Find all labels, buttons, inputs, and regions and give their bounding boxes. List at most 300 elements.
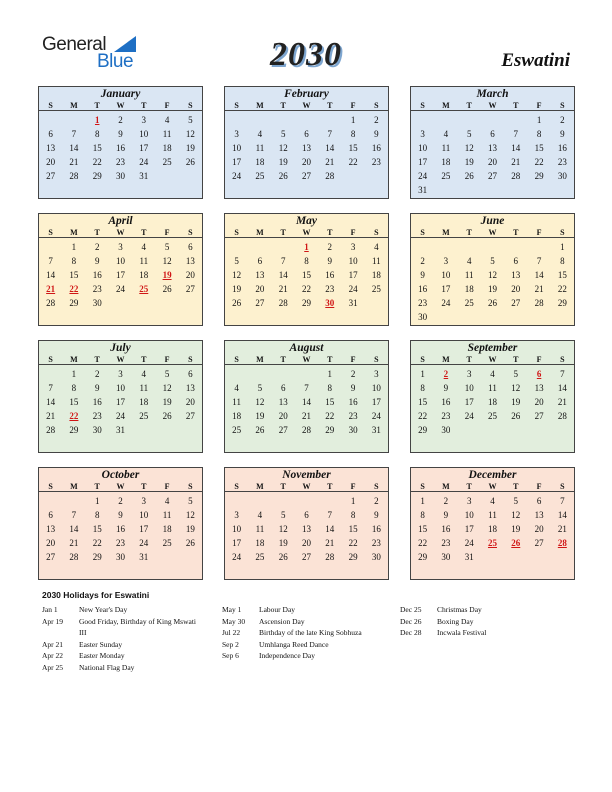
weekday-label: S xyxy=(560,355,565,364)
weekday-label: T xyxy=(327,101,333,110)
weekday-label: S xyxy=(560,228,565,237)
day-cell: 20 xyxy=(255,284,265,294)
day-cell: 14 xyxy=(69,524,79,534)
day-cell: 29 xyxy=(301,298,311,308)
day-cell: 20 xyxy=(487,157,497,167)
month-june xyxy=(410,213,575,326)
weekday-label: F xyxy=(164,101,170,110)
day-cell: 2 xyxy=(443,496,449,506)
day-cell: 3 xyxy=(420,129,425,139)
day-cell: 26 xyxy=(278,171,288,181)
day-cell: 7 xyxy=(327,510,333,520)
weekday-header xyxy=(39,228,202,238)
day-cell: 24 xyxy=(115,284,125,294)
weekday-label: M xyxy=(70,482,78,491)
holiday-day-cell: 28 xyxy=(557,538,567,548)
holidays-column-2 xyxy=(222,604,397,662)
day-cell: 13 xyxy=(301,143,311,153)
weekday-label: S xyxy=(48,482,53,491)
day-cell: 20 xyxy=(46,157,56,167)
weekday-label: F xyxy=(164,482,170,491)
day-cell: 26 xyxy=(232,298,242,308)
day-cell: 25 xyxy=(371,284,381,294)
day-cell: 24 xyxy=(418,171,428,181)
day-cell: 31 xyxy=(115,425,125,435)
holiday-name: Umhlanga Reed Dance xyxy=(259,639,329,649)
holidays-column-1 xyxy=(42,604,202,674)
day-cell: 12 xyxy=(255,397,265,407)
day-cell: 16 xyxy=(441,397,451,407)
weekday-label: S xyxy=(234,355,239,364)
weekday-label: T xyxy=(94,228,100,237)
day-cell: 9 xyxy=(94,256,100,266)
month-name: September xyxy=(467,342,518,354)
weekday-label: T xyxy=(466,228,472,237)
day-cell: 17 xyxy=(115,397,125,407)
day-cell: 7 xyxy=(536,256,542,266)
empty-cell xyxy=(504,113,527,127)
day-cell: 23 xyxy=(92,411,102,421)
day-cell: 29 xyxy=(69,298,79,308)
weekday-label: W xyxy=(302,355,311,364)
holiday-day-cell: 19 xyxy=(162,270,172,280)
day-cell: 2 xyxy=(560,115,565,125)
day-cell: 21 xyxy=(46,411,56,421)
month-october xyxy=(38,467,203,580)
day-cell: 29 xyxy=(557,298,567,308)
empty-cell xyxy=(39,240,62,254)
day-cell: 24 xyxy=(441,298,451,308)
month-december xyxy=(410,467,575,580)
day-cell: 15 xyxy=(534,143,544,153)
weekday-label: T xyxy=(466,101,472,110)
weekday-label: W xyxy=(116,482,125,491)
holiday-date: Dec 25 xyxy=(400,605,422,614)
holiday-item xyxy=(42,662,202,674)
month-august xyxy=(224,340,389,453)
day-cell: 16 xyxy=(371,524,381,534)
holiday-day-cell: 25 xyxy=(487,538,497,548)
day-cell: 28 xyxy=(46,298,56,308)
day-cell: 3 xyxy=(141,115,147,125)
day-cell: 8 xyxy=(350,129,356,139)
day-cell: 25 xyxy=(255,171,265,181)
day-cell: 22 xyxy=(534,157,544,167)
weekday-label: S xyxy=(48,228,53,237)
day-cell: 14 xyxy=(557,510,567,520)
empty-cell xyxy=(225,367,248,381)
day-cell: 20 xyxy=(534,524,544,534)
day-cell: 19 xyxy=(185,524,195,534)
day-cell: 10 xyxy=(139,129,149,139)
day-cell: 24 xyxy=(464,538,474,548)
weekday-header xyxy=(225,228,388,238)
weekday-label: F xyxy=(350,482,356,491)
day-cell: 29 xyxy=(92,171,102,181)
empty-cell xyxy=(62,494,85,508)
day-cell: 30 xyxy=(441,425,451,435)
day-cell: 12 xyxy=(232,270,242,280)
day-cell: 23 xyxy=(115,538,125,548)
weekday-label: T xyxy=(94,355,100,364)
day-cell: 3 xyxy=(443,256,449,266)
day-cell: 3 xyxy=(466,496,472,506)
day-cell: 12 xyxy=(487,270,497,280)
empty-cell xyxy=(411,113,434,127)
day-cell: 9 xyxy=(350,383,356,393)
weekday-label: T xyxy=(94,482,100,491)
weekday-header xyxy=(411,228,574,238)
empty-cell xyxy=(318,494,341,508)
holiday-date: Sep 6 xyxy=(222,651,239,661)
day-cell: 10 xyxy=(464,510,474,520)
holiday-date: Jan 1 xyxy=(42,605,58,614)
day-cell: 3 xyxy=(466,369,472,379)
weekday-label: F xyxy=(536,355,542,364)
day-cell: 18 xyxy=(487,397,497,407)
empty-cell xyxy=(458,113,481,127)
empty-cell xyxy=(225,494,248,508)
weekday-header xyxy=(39,355,202,365)
holiday-date: Apr 22 xyxy=(42,651,64,661)
day-cell: 11 xyxy=(464,270,474,280)
weekday-label: T xyxy=(327,355,333,364)
month-september xyxy=(410,340,575,453)
day-cell: 16 xyxy=(371,143,381,153)
day-cell: 23 xyxy=(441,538,451,548)
holiday-date: Dec 28 xyxy=(400,628,422,638)
day-cell: 16 xyxy=(418,284,428,294)
day-cell: 1 xyxy=(71,242,77,252)
day-cell: 12 xyxy=(464,143,474,153)
weekday-label: F xyxy=(164,355,170,364)
weekday-label: T xyxy=(280,228,286,237)
day-cell: 9 xyxy=(560,129,565,139)
weekday-label: S xyxy=(374,101,379,110)
day-cell: 26 xyxy=(487,298,497,308)
day-cell: 28 xyxy=(69,171,79,181)
day-cell: 20 xyxy=(185,270,195,280)
year-title: 2030 xyxy=(270,36,342,73)
day-cell: 6 xyxy=(48,129,53,139)
day-cell: 23 xyxy=(348,411,358,421)
day-grid xyxy=(225,365,388,437)
day-cell: 26 xyxy=(511,411,521,421)
day-cell: 29 xyxy=(69,425,79,435)
day-cell: 6 xyxy=(304,510,309,520)
empty-cell xyxy=(248,240,271,254)
day-cell: 13 xyxy=(511,270,521,280)
day-cell: 29 xyxy=(92,552,102,562)
day-cell: 13 xyxy=(534,510,544,520)
day-cell: 18 xyxy=(255,157,265,167)
day-cell: 7 xyxy=(560,369,565,379)
weekday-label: F xyxy=(350,101,356,110)
day-cell: 15 xyxy=(348,524,358,534)
day-cell: 23 xyxy=(325,284,335,294)
empty-cell xyxy=(481,240,504,254)
weekday-label: T xyxy=(327,228,333,237)
weekday-label: T xyxy=(141,482,147,491)
weekday-label: T xyxy=(327,482,333,491)
weekday-label: S xyxy=(188,355,193,364)
holiday-item xyxy=(400,604,560,616)
day-cell: 7 xyxy=(327,129,333,139)
weekday-label: S xyxy=(188,101,193,110)
weekday-label: W xyxy=(488,482,497,491)
day-cell: 6 xyxy=(490,129,495,139)
day-cell: 12 xyxy=(511,510,521,520)
weekday-label: S xyxy=(234,482,239,491)
day-cell: 31 xyxy=(139,552,149,562)
day-grid xyxy=(411,238,574,324)
weekday-label: F xyxy=(536,228,542,237)
weekday-label: T xyxy=(280,355,286,364)
holidays-title: 2030 Holidays for Eswatini xyxy=(42,590,150,600)
day-cell: 31 xyxy=(464,552,474,562)
day-cell: 10 xyxy=(348,256,358,266)
empty-cell xyxy=(225,113,248,127)
day-cell: 28 xyxy=(557,411,567,421)
day-cell: 31 xyxy=(371,425,381,435)
day-cell: 11 xyxy=(255,524,265,534)
day-cell: 6 xyxy=(280,383,286,393)
day-cell: 22 xyxy=(418,538,428,548)
day-cell: 8 xyxy=(420,383,425,393)
weekday-label: S xyxy=(420,101,425,110)
day-cell: 2 xyxy=(374,496,379,506)
month-name: May xyxy=(295,215,318,227)
day-cell: 21 xyxy=(534,284,544,294)
weekday-label: S xyxy=(420,355,425,364)
day-cell: 18 xyxy=(232,411,242,421)
weekday-label: T xyxy=(280,482,286,491)
empty-cell xyxy=(39,367,62,381)
day-cell: 18 xyxy=(162,524,172,534)
day-cell: 6 xyxy=(304,129,309,139)
day-cell: 21 xyxy=(69,538,79,548)
day-cell: 27 xyxy=(185,284,195,294)
empty-cell xyxy=(272,494,295,508)
holiday-name: Good Friday, Birthday of King Mswati III xyxy=(79,616,197,638)
day-cell: 26 xyxy=(255,425,265,435)
day-cell: 7 xyxy=(280,256,286,266)
day-cell: 29 xyxy=(418,552,428,562)
day-cell: 25 xyxy=(162,538,172,548)
day-cell: 4 xyxy=(234,383,239,393)
day-cell: 19 xyxy=(464,157,474,167)
day-cell: 29 xyxy=(325,425,335,435)
day-cell: 1 xyxy=(350,496,356,506)
day-cell: 27 xyxy=(46,171,56,181)
holiday-name: Christmas Day xyxy=(437,605,482,614)
day-cell: 16 xyxy=(441,524,451,534)
day-cell: 24 xyxy=(371,411,381,421)
empty-cell xyxy=(248,367,271,381)
day-cell: 13 xyxy=(46,524,56,534)
day-cell: 27 xyxy=(185,411,195,421)
day-cell: 2 xyxy=(118,496,123,506)
day-cell: 4 xyxy=(164,496,170,506)
day-cell: 7 xyxy=(48,256,53,266)
day-cell: 5 xyxy=(466,129,472,139)
day-cell: 20 xyxy=(185,397,195,407)
day-cell: 5 xyxy=(280,510,286,520)
empty-cell xyxy=(39,494,62,508)
holiday-day-cell: 30 xyxy=(325,298,335,308)
holidays-column-3 xyxy=(400,604,560,639)
day-cell: 18 xyxy=(139,397,149,407)
day-cell: 15 xyxy=(557,270,567,280)
day-cell: 13 xyxy=(46,143,56,153)
day-cell: 28 xyxy=(46,425,56,435)
day-cell: 30 xyxy=(92,298,102,308)
holiday-item xyxy=(400,616,560,628)
day-cell: 9 xyxy=(443,383,449,393)
day-cell: 11 xyxy=(162,129,172,139)
day-cell: 11 xyxy=(488,510,497,520)
day-cell: 10 xyxy=(115,383,125,393)
day-cell: 8 xyxy=(420,510,425,520)
day-cell: 12 xyxy=(185,510,195,520)
empty-cell xyxy=(248,113,271,127)
weekday-header xyxy=(411,101,574,111)
weekday-label: F xyxy=(536,101,542,110)
day-cell: 22 xyxy=(348,538,358,548)
day-cell: 24 xyxy=(115,411,125,421)
day-cell: 9 xyxy=(374,129,379,139)
day-cell: 19 xyxy=(232,284,242,294)
day-cell: 4 xyxy=(490,496,495,506)
day-cell: 17 xyxy=(464,524,474,534)
day-cell: 13 xyxy=(255,270,265,280)
weekday-label: S xyxy=(188,228,193,237)
day-cell: 26 xyxy=(464,171,474,181)
holiday-item xyxy=(42,639,202,651)
holiday-name: National Flag Day xyxy=(79,662,135,672)
weekday-label: W xyxy=(116,355,125,364)
weekday-label: T xyxy=(513,228,519,237)
day-cell: 19 xyxy=(487,284,497,294)
month-may xyxy=(224,213,389,326)
day-cell: 6 xyxy=(536,496,542,506)
day-cell: 16 xyxy=(92,270,102,280)
day-cell: 6 xyxy=(257,256,263,266)
day-cell: 2 xyxy=(118,115,123,125)
day-cell: 27 xyxy=(301,171,311,181)
day-cell: 13 xyxy=(278,397,288,407)
day-cell: 23 xyxy=(115,157,125,167)
weekday-header xyxy=(39,101,202,111)
day-cell: 8 xyxy=(94,510,100,520)
day-grid xyxy=(39,238,202,310)
day-cell: 7 xyxy=(513,129,519,139)
day-cell: 19 xyxy=(185,143,195,153)
day-cell: 26 xyxy=(162,284,172,294)
weekday-label: W xyxy=(116,228,125,237)
day-cell: 14 xyxy=(534,270,544,280)
day-cell: 14 xyxy=(278,270,288,280)
day-cell: 18 xyxy=(441,157,451,167)
day-cell: 4 xyxy=(257,129,263,139)
empty-cell xyxy=(481,113,504,127)
day-cell: 7 xyxy=(304,383,309,393)
month-name: July xyxy=(110,342,131,354)
day-cell: 23 xyxy=(557,157,567,167)
day-cell: 19 xyxy=(162,397,172,407)
weekday-label: T xyxy=(466,482,472,491)
empty-cell xyxy=(295,113,318,127)
day-cell: 13 xyxy=(534,383,544,393)
day-cell: 5 xyxy=(513,369,519,379)
weekday-label: S xyxy=(234,228,239,237)
day-cell: 11 xyxy=(372,256,381,266)
day-cell: 27 xyxy=(487,171,497,181)
weekday-label: M xyxy=(256,355,264,364)
day-cell: 3 xyxy=(350,242,356,252)
day-cell: 24 xyxy=(232,171,242,181)
day-cell: 2 xyxy=(420,256,425,266)
day-cell: 2 xyxy=(327,242,333,252)
day-cell: 23 xyxy=(92,284,102,294)
day-cell: 16 xyxy=(325,270,335,280)
weekday-label: S xyxy=(420,228,425,237)
holiday-name: Birthday of the late King Sobhuza xyxy=(259,628,362,638)
holiday-day-cell: 1 xyxy=(94,115,100,125)
day-cell: 15 xyxy=(69,270,79,280)
holiday-name: Easter Sunday xyxy=(79,639,123,649)
weekday-label: M xyxy=(70,228,78,237)
day-cell: 25 xyxy=(255,552,265,562)
day-cell: 19 xyxy=(511,524,521,534)
day-cell: 29 xyxy=(418,425,428,435)
holiday-name: Ascension Day xyxy=(259,616,305,626)
weekday-header xyxy=(411,482,574,492)
empty-cell xyxy=(225,240,248,254)
holiday-date: May 1 xyxy=(222,605,242,614)
day-cell: 9 xyxy=(327,256,333,266)
month-february xyxy=(224,86,389,199)
day-cell: 30 xyxy=(115,171,125,181)
weekday-label: T xyxy=(141,101,147,110)
day-grid xyxy=(225,111,388,183)
holiday-day-cell: 2 xyxy=(443,369,449,379)
day-cell: 17 xyxy=(464,397,474,407)
day-cell: 17 xyxy=(232,538,242,548)
day-cell: 7 xyxy=(560,496,565,506)
month-name: February xyxy=(284,88,329,100)
month-name: January xyxy=(100,88,141,100)
day-cell: 13 xyxy=(487,143,497,153)
empty-cell xyxy=(62,113,85,127)
day-cell: 25 xyxy=(139,411,149,421)
day-cell: 11 xyxy=(232,397,241,407)
day-cell: 2 xyxy=(94,369,100,379)
day-cell: 4 xyxy=(374,242,379,252)
holiday-name: Easter Monday xyxy=(79,651,125,661)
day-cell: 5 xyxy=(188,496,193,506)
holiday-date: Apr 25 xyxy=(42,662,64,672)
day-cell: 20 xyxy=(301,157,311,167)
empty-cell xyxy=(318,113,341,127)
day-cell: 10 xyxy=(464,383,474,393)
day-cell: 1 xyxy=(420,369,425,379)
weekday-label: M xyxy=(256,228,264,237)
day-cell: 21 xyxy=(69,157,79,167)
day-cell: 20 xyxy=(46,538,56,548)
day-cell: 26 xyxy=(185,538,195,548)
weekday-label: T xyxy=(141,355,147,364)
